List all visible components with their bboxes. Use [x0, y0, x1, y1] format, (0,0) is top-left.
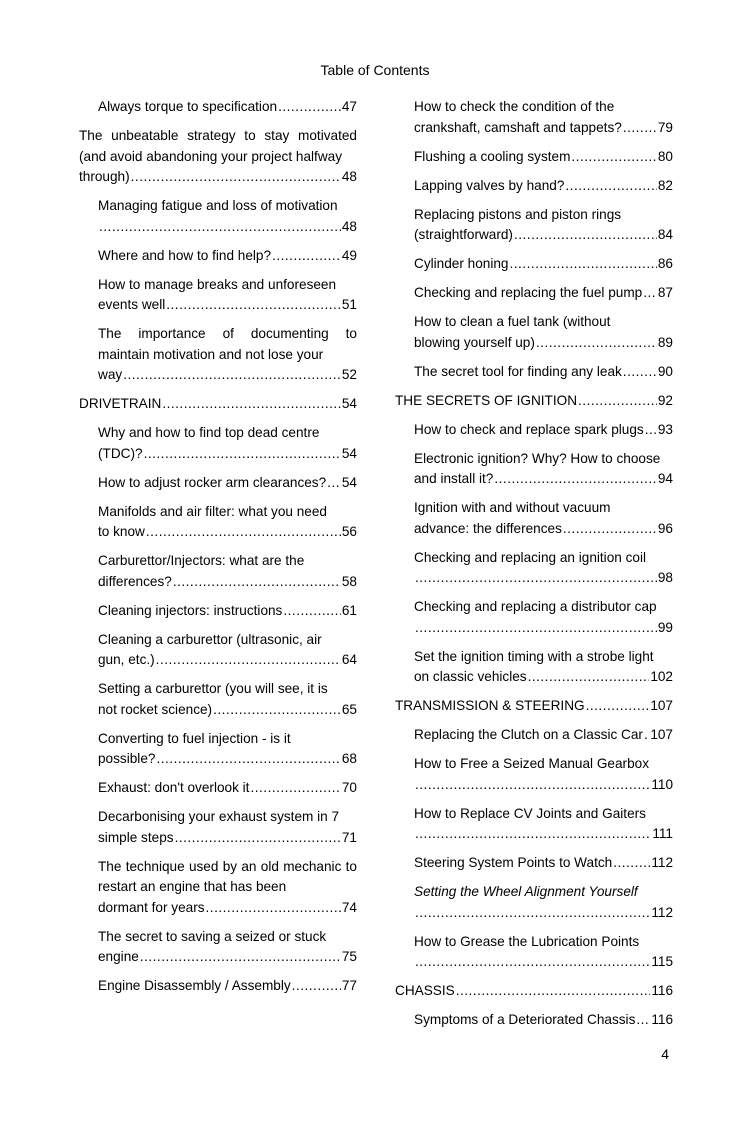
toc-entry-title: Cleaning injectors: instructions	[98, 602, 283, 618]
toc-entry-title-cont: on classic vehicles	[414, 669, 527, 684]
toc-entry-title-cont: (TDC)?	[98, 445, 143, 461]
toc-entry-title: Always torque to specification	[98, 99, 278, 114]
toc-entry-page: 80	[657, 148, 673, 164]
toc-entry-title-cont: advance: the differences	[414, 520, 562, 536]
toc-entry[interactable]	[395, 754, 673, 795]
toc-entry-title-cont: not rocket science)	[98, 701, 213, 717]
dot-leader	[571, 147, 656, 168]
toc-entry-page: 64	[341, 652, 357, 667]
toc-entry-page: 49	[341, 247, 357, 263]
dot-leader	[643, 283, 657, 304]
dot-leader	[528, 667, 650, 688]
dot-leader	[123, 365, 341, 386]
dot-leader	[644, 725, 649, 746]
dot-leader	[536, 333, 657, 354]
toc-entry-page: 71	[341, 829, 357, 845]
toc-entry-page: 116	[651, 983, 673, 998]
toc-entry[interactable]	[79, 807, 357, 848]
toc-entry-page: 68	[341, 751, 357, 766]
toc-entry[interactable]	[79, 246, 357, 267]
toc-entry-title: The secret tool for finding any leak	[414, 363, 622, 379]
toc-entry[interactable]	[395, 725, 673, 746]
dot-leader	[509, 254, 656, 275]
toc-entry-title: Why and how to find top dead centre	[98, 425, 320, 440]
toc-entry-title: Checking and replacing the fuel pump	[414, 285, 643, 300]
toc-entry[interactable]	[395, 254, 673, 275]
toc-entry-title-cont: to know	[98, 524, 145, 539]
dot-leader	[175, 828, 341, 849]
dot-leader	[415, 824, 651, 845]
toc-entry[interactable]	[395, 696, 673, 717]
toc-entry[interactable]	[79, 927, 357, 968]
toc-entry-title: How to clean a fuel tank (without	[414, 314, 611, 329]
toc-entry-title: The technique used by an old mechanic to restart an engine that has been	[98, 858, 357, 894]
toc-entry[interactable]	[395, 981, 673, 1002]
toc-entry-title: Decarbonising your exhaust system in 7	[98, 809, 340, 824]
toc-entry-title-cont: engine	[98, 949, 139, 964]
dot-leader	[623, 362, 657, 383]
toc-entry-title-cont: way	[98, 367, 123, 382]
toc-entry-page: 65	[341, 701, 357, 717]
toc-entry-title: Electronic ignition? Why? How to choose	[414, 450, 661, 466]
toc-entry[interactable]	[79, 275, 357, 316]
dot-leader	[415, 568, 657, 589]
dot-leader	[578, 391, 657, 412]
toc-entry[interactable]	[79, 126, 357, 188]
toc-entry-page: 84	[657, 227, 673, 242]
toc-entry-page: 82	[657, 177, 673, 193]
toc-entry-page: 47	[341, 99, 357, 114]
dot-leader	[213, 700, 341, 721]
toc-entry[interactable]	[395, 548, 673, 589]
toc-entry-title: Engine Disassembly / Assembly	[98, 978, 291, 993]
toc-entry[interactable]	[395, 176, 673, 197]
toc-entry-title: Replacing the Clutch on a Classic Car	[414, 727, 643, 742]
toc-entry-title-cont: possible?	[98, 751, 156, 766]
toc-entry-title: THE SECRETS OF IGNITION	[395, 392, 578, 408]
toc-entry-title: The unbeatable strategy to stay motivated (and avoid abandoning your project halfway	[79, 128, 357, 164]
dot-leader	[415, 903, 650, 924]
toc-entry-page: 98	[657, 570, 673, 585]
toc-entry-page: 54	[341, 474, 357, 490]
toc-entry-page: 94	[657, 471, 673, 486]
toc-entry-title-cont: and install it?	[414, 471, 494, 486]
dot-leader	[623, 118, 657, 139]
toc-entry[interactable]	[79, 778, 357, 799]
toc-entry-page: 102	[650, 669, 673, 684]
toc-entry-page: 87	[657, 285, 673, 300]
toc-entry-page: 107	[650, 698, 673, 713]
toc-entry-page: 70	[341, 780, 357, 795]
toc-entry-page: 107	[650, 727, 673, 742]
dot-leader	[272, 246, 341, 267]
toc-entry[interactable]	[395, 882, 673, 923]
toc-entry-title: The secret to saving a seized or stuck	[98, 928, 327, 944]
toc-entry-page: 58	[341, 573, 357, 589]
toc-entry[interactable]	[395, 1010, 673, 1031]
toc-entry-title: Ignition with and without vacuum	[414, 500, 611, 515]
toc-entry-title: How to Replace CV Joints and Gaiters	[414, 805, 646, 821]
toc-entry-title-cont: dormant for years	[98, 899, 205, 915]
toc-entry-title: Carburettor/Injectors: what are the	[98, 553, 305, 568]
toc-entry-title: TRANSMISSION & STEERING	[395, 698, 585, 713]
toc-entry-page: 116	[651, 1012, 673, 1027]
toc-entry-title: Managing fatigue and loss of motivation	[98, 198, 338, 213]
toc-entry-page: 79	[657, 119, 673, 135]
toc-entry[interactable]	[79, 601, 357, 622]
toc-entry-page: 48	[341, 218, 357, 234]
toc-entry[interactable]	[79, 976, 357, 997]
toc-entry-title: How to Grease the Lubrication Points	[414, 933, 640, 949]
dot-leader	[636, 1010, 650, 1031]
dot-leader	[156, 650, 341, 671]
toc-entry-page: 111	[652, 826, 673, 841]
toc-entry-title-cont: events well	[98, 297, 166, 312]
toc-entry-title: Checking and replacing a distributor cap	[414, 599, 657, 614]
toc-entry-title-cont: differences?	[98, 573, 172, 589]
toc-entry-title: Cylinder honing	[414, 256, 509, 271]
toc-entry-title: Converting to fuel injection - is it	[98, 730, 291, 746]
toc-entry[interactable]	[79, 196, 357, 237]
toc-entry-title: Lapping valves by hand?	[414, 177, 565, 193]
dot-leader	[514, 225, 657, 246]
dot-leader	[494, 469, 657, 490]
toc-entry-title: Manifolds and air filter: what you need	[98, 503, 327, 519]
toc-entry[interactable]	[79, 729, 357, 770]
toc-entry-page: 48	[341, 169, 357, 184]
toc-entry-title-cont: (straightforward)	[414, 227, 513, 242]
toc-entry[interactable]	[395, 147, 673, 168]
toc-entry-title: Replacing pistons and piston rings	[414, 206, 622, 222]
toc-entry-title: Setting a carburettor (you will see, it is	[98, 681, 328, 696]
toc-entry[interactable]	[395, 449, 673, 490]
toc-entry-page: 112	[651, 904, 673, 920]
toc-entry-title: Steering System Points to Watch	[414, 855, 613, 870]
dot-leader	[565, 176, 656, 197]
toc-entry[interactable]	[395, 205, 673, 246]
dot-leader	[131, 167, 341, 188]
dot-leader	[645, 420, 657, 441]
toc-entry-page: 112	[651, 855, 673, 870]
toc-entry[interactable]	[79, 551, 357, 592]
toc-entry-page: 51	[341, 297, 357, 312]
dot-leader	[173, 572, 341, 593]
toc-entry[interactable]	[395, 597, 673, 638]
dot-leader	[613, 853, 650, 874]
dot-leader	[250, 778, 340, 799]
toc-entry-page: 92	[657, 392, 673, 408]
toc-entry-title: Exhaust: don't overlook it	[98, 780, 250, 795]
toc-entry-title: CHASSIS	[395, 983, 455, 998]
page-title: Table of Contents	[320, 62, 430, 78]
dot-leader	[162, 394, 341, 415]
toc-column-left	[79, 97, 357, 1005]
dot-leader	[586, 696, 650, 717]
toc-entry-page: 86	[657, 256, 673, 271]
toc-entry[interactable]	[79, 630, 357, 671]
toc-entry-title: DRIVETRAIN	[79, 396, 162, 411]
toc-entry-title: How to Free a Seized Manual Gearbox	[414, 756, 649, 771]
toc-entry-page: 90	[657, 363, 673, 379]
dot-leader	[99, 217, 341, 238]
dot-leader	[278, 97, 341, 118]
dot-leader	[206, 898, 341, 919]
toc-entry-title-cont: simple steps	[98, 829, 174, 845]
toc-column-right	[395, 97, 673, 1039]
toc-entry-title: Cleaning a carburettor (ultrasonic, air	[98, 631, 322, 647]
dot-leader	[283, 601, 341, 622]
toc-entry-title: The importance of documenting to maintain motivation and not lose your	[98, 326, 357, 362]
toc-entry-page: 110	[651, 776, 673, 792]
toc-entry[interactable]	[79, 394, 357, 415]
toc-entry[interactable]	[395, 391, 673, 412]
toc-entry[interactable]	[79, 679, 357, 720]
toc-entry-title: Where and how to find help?	[98, 247, 272, 263]
dot-leader	[292, 976, 341, 997]
toc-entry-page: 75	[341, 949, 357, 964]
toc-entry-title: How to manage breaks and unforeseen	[98, 276, 337, 292]
toc-entry-page: 93	[657, 421, 673, 437]
toc-entry-title: Checking and replacing an ignition coil	[414, 549, 646, 565]
toc-entry-page: 54	[341, 445, 357, 461]
toc-entry[interactable]	[395, 362, 673, 383]
toc-entry-page: 96	[657, 520, 673, 536]
toc-entry[interactable]	[79, 97, 357, 118]
toc-entry-page: 74	[341, 899, 357, 915]
page-number: 4	[661, 1046, 669, 1062]
toc-entry-page: 77	[341, 978, 357, 993]
dot-leader	[415, 775, 650, 796]
dot-leader	[156, 749, 340, 770]
toc-entry-title: Setting the Wheel Alignment Yourself	[414, 884, 638, 899]
toc-entry-title: Flushing a cooling system	[414, 148, 571, 164]
toc-entry-title: How to check the condition of the	[414, 99, 615, 114]
toc-entry-page: 89	[657, 334, 673, 350]
toc-entry[interactable]	[395, 312, 673, 353]
toc-entry[interactable]	[395, 647, 673, 688]
dot-leader	[456, 981, 651, 1002]
dot-leader	[144, 444, 341, 465]
toc-entry[interactable]	[395, 283, 673, 304]
toc-entry[interactable]	[395, 420, 673, 441]
toc-entry-page: 61	[341, 602, 357, 618]
dot-leader	[140, 947, 341, 968]
dot-leader	[166, 295, 341, 316]
toc-entry[interactable]	[79, 473, 357, 494]
toc-entry[interactable]	[395, 498, 673, 539]
toc-entry[interactable]	[395, 804, 673, 845]
dot-leader	[327, 473, 341, 494]
toc-entry-page: 52	[341, 367, 357, 382]
dot-leader	[415, 618, 657, 639]
toc-entry-title: Symptoms of a Deteriorated Chassis	[414, 1012, 636, 1027]
toc-entry[interactable]	[79, 324, 357, 386]
dot-leader	[415, 952, 650, 973]
toc-entry-page: 56	[341, 524, 357, 539]
toc-entry-title: Set the ignition timing with a strobe light	[414, 648, 654, 664]
toc-entry[interactable]	[79, 502, 357, 543]
toc-entry[interactable]	[395, 853, 673, 874]
toc-entry[interactable]	[395, 97, 673, 138]
toc-entry-title-cont: blowing yourself up)	[414, 334, 535, 350]
toc-entry-page: 99	[657, 619, 673, 635]
toc-entry-title: How to adjust rocker arm clearances?	[98, 474, 327, 490]
toc-entry[interactable]	[395, 932, 673, 973]
dot-leader	[563, 519, 657, 540]
toc-entry-title-cont: through)	[79, 169, 130, 184]
toc-entry-title-cont: crankshaft, camshaft and tappets?	[414, 119, 622, 135]
toc-entry[interactable]	[79, 857, 357, 919]
toc-entry[interactable]	[79, 423, 357, 464]
dot-leader	[146, 522, 341, 543]
toc-entry-title: How to check and replace spark plugs	[414, 421, 644, 437]
toc-entry-page: 115	[651, 954, 673, 969]
toc-entry-title-cont: gun, etc.)	[98, 652, 155, 667]
toc-entry-page: 54	[341, 396, 357, 411]
